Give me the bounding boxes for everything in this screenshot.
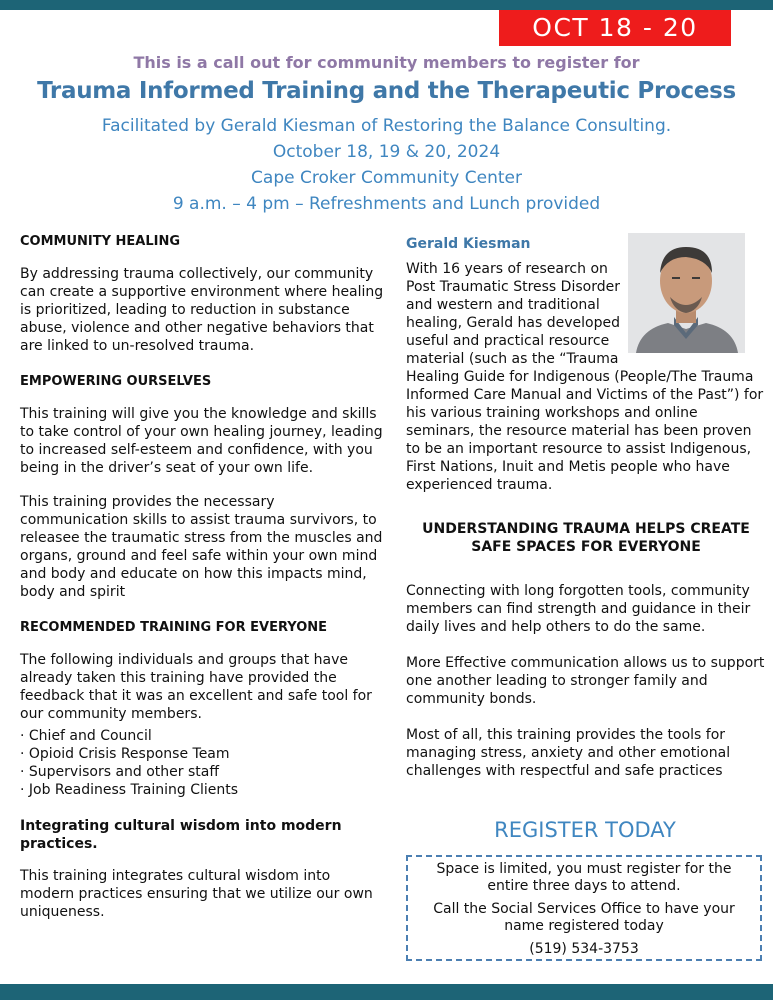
understanding-p2: More Effective communication allows us to support one another leading to stronger family and community bonds. [406, 655, 765, 707]
times-line: 9 a.m. – 4 pm – Refreshments and Lunch provided [172, 194, 601, 214]
understanding-heading: UNDERSTANDING TRAUMA HELPS CREATE SAFE SPACES FOR EVERYONE [422, 521, 750, 555]
date-badge: OCT 18 - 20 [499, 10, 731, 46]
photo-spacer [626, 260, 766, 356]
community-healing-heading: COMMUNITY HEALING [20, 234, 181, 249]
understanding-p3: Most of all, this training provides the tools for managing stress, anxiety and other emotional challenges with respectful and safe practices [406, 727, 731, 779]
integrating-heading: Integrating cultural wisdom into modern practices. [20, 818, 342, 852]
register-phone: (519) 534-3753 [529, 941, 639, 957]
facilitator-line: Facilitated by Gerald Kiesman of Restoring the Balance Consulting. [101, 116, 672, 136]
recommended-list [20, 727, 385, 799]
venue-line: Cape Croker Community Center [251, 168, 522, 188]
top-band [0, 0, 773, 10]
page-title: Trauma Informed Training and the Therapeutic Process [37, 78, 736, 104]
register-line-2: Call the Social Services Office to have your name registered today [433, 901, 735, 934]
list-item: · Opioid Crisis Response Team [20, 746, 230, 762]
understanding-p1: Connecting with long forgotten tools, community members can find strength and guidance in their daily lives and help others to do the same. [406, 583, 751, 635]
register-title: REGISTER TODAY [494, 818, 676, 842]
dates-line: October 18, 19 & 20, 2024 [272, 142, 501, 162]
bio-text: With 16 years of research on Post Traumatic Stress Disorder and western and traditional healing, Gerald has developed useful and practical resource material (such as the “Trauma Healing Guide for Indigenous (People/The Trauma Informed Care Manual and Victims of the Past”) for his various training workshops and online seminars, the resource material has been proven to be an important resource to assist Indigenous, First Nations, Inuit and Metis people who have experienced trauma. [406, 261, 764, 493]
right-column [406, 235, 766, 780]
bottom-band [0, 984, 773, 1000]
community-healing-body: By addressing trauma collectively, our community can create a supportive environment where healing is prioritized, leading to reduction in substance abuse, violence and other negative behaviors that are linked to un-resolved trauma. [20, 266, 384, 354]
list-item: · Job Readiness Training Clients [20, 782, 239, 798]
bio-body [406, 260, 766, 494]
callout-line: This is a call out for community members to register for [133, 53, 640, 72]
bio-name: Gerald Kiesman [406, 236, 531, 252]
empowering-heading: EMPOWERING OURSELVES [20, 374, 212, 389]
left-column [20, 233, 385, 921]
integrating-body: This training integrates cultural wisdom into modern practices ensuring that we utilize our own uniqueness. [20, 868, 373, 920]
recommended-heading: RECOMMENDED TRAINING FOR EVERYONE [20, 620, 328, 635]
register-box [406, 855, 762, 961]
list-item: · Chief and Council [20, 728, 152, 744]
empowering-body-1: This training will give you the knowledge and skills to take control of your own healing journey, leading to increased self-esteem and confidence, with you being in the driver’s seat of your own life. [20, 406, 383, 476]
recommended-body: The following individuals and groups that have already taken this training have provided the feedback that it was an excellent and safe tool for our community members. [20, 652, 372, 722]
empowering-body-2: This training provides the necessary communication skills to assist trauma survivors, to releasee the traumatic stress from the muscles and organs, ground and feel safe within your own mind and body and educate on how this impacts mind, body and spirit [20, 494, 383, 600]
list-item: · Supervisors and other staff [20, 764, 219, 780]
register-line-1: Space is limited, you must register for the entire three days to attend. [436, 861, 732, 894]
